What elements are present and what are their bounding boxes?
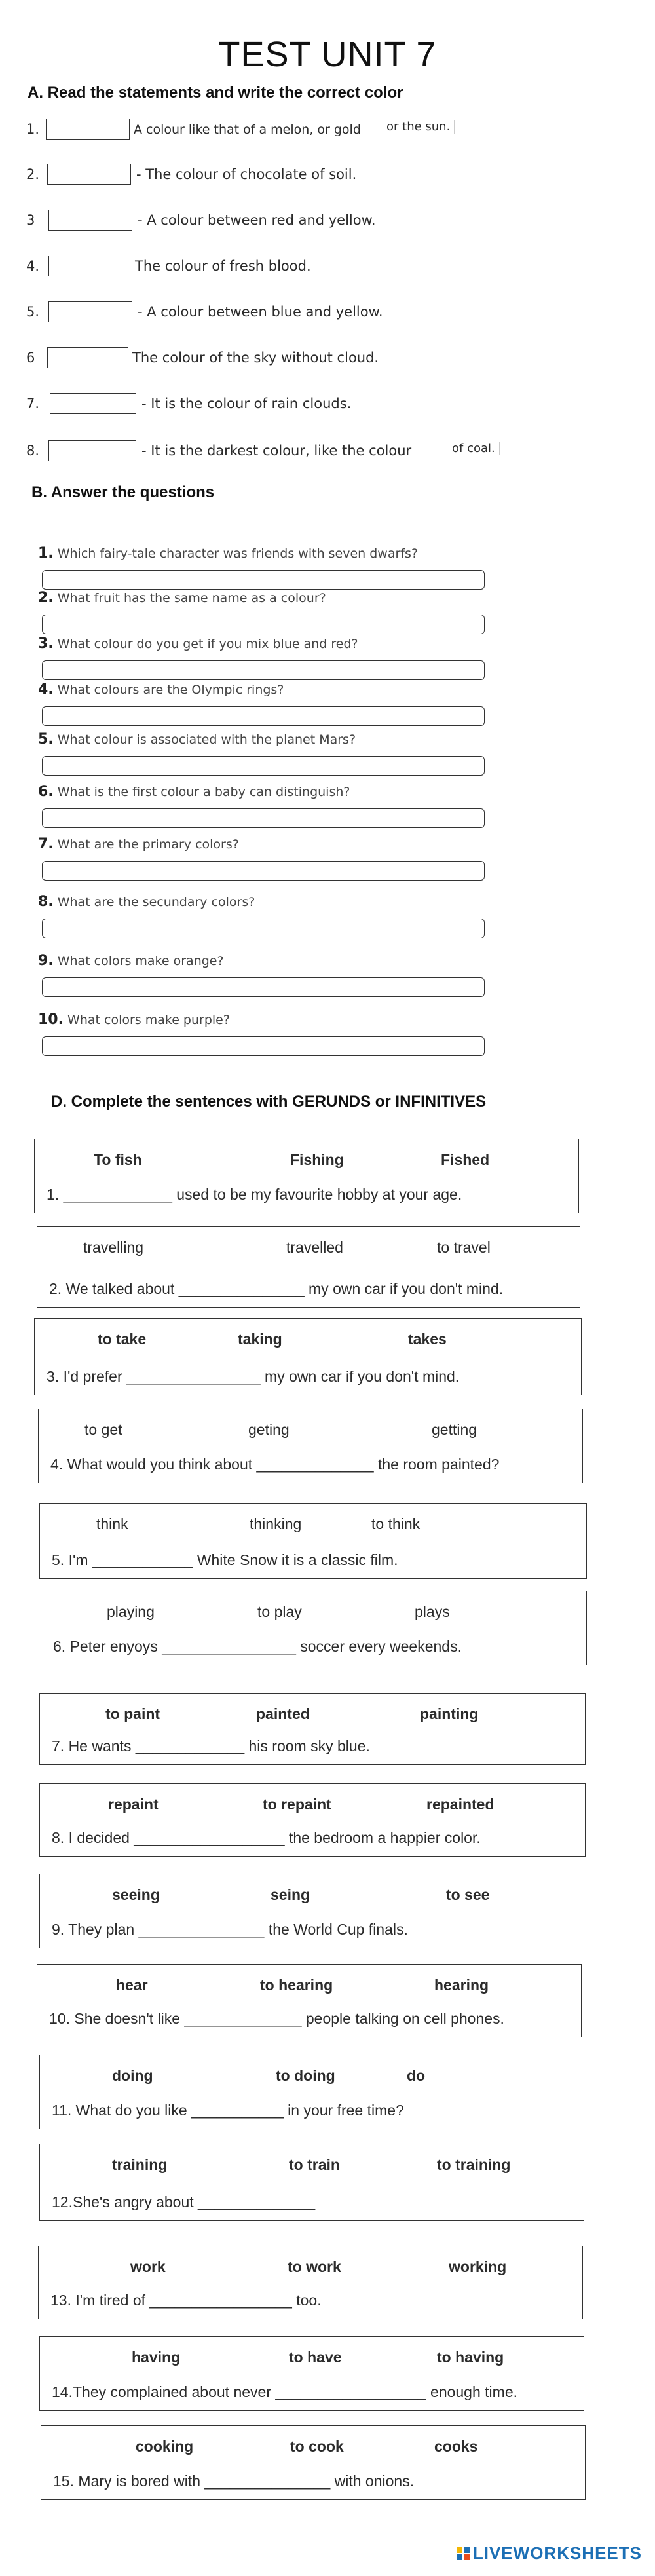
verb-option[interactable]: to having <box>437 2349 504 2366</box>
question-number: 2. <box>38 590 54 606</box>
statement-number: 8. <box>26 443 40 459</box>
verb-option[interactable]: do <box>407 2067 426 2084</box>
question-text: What colour do you get if you mix blue and red? <box>57 637 358 651</box>
question-text: What are the primary colors? <box>57 837 239 852</box>
gerund-infinitive-exercise <box>39 2336 584 2411</box>
verb-option[interactable]: to get <box>84 1421 122 1438</box>
question-number: 10. <box>38 1012 64 1028</box>
verb-option[interactable]: plays <box>415 1603 450 1620</box>
statement-text: - A colour between blue and yellow. <box>138 304 383 320</box>
gerund-infinitive-exercise <box>39 1874 584 1948</box>
verb-option[interactable]: cooking <box>136 2438 194 2455</box>
question-number: 4. <box>38 681 54 698</box>
statement-number: 1. <box>26 121 40 137</box>
verb-option[interactable]: to paint <box>105 1705 160 1722</box>
verb-option[interactable]: Fished <box>441 1151 490 1168</box>
question-text: What fruit has the same name as a colour? <box>57 591 326 605</box>
exercise-sentence: 14.They complained about never __________________ enough time. <box>52 2383 518 2400</box>
question-item <box>38 545 510 561</box>
question-text: What are the secundary colors? <box>57 895 255 909</box>
exercise-sentence: 7. He wants _____________ his room sky blue. <box>52 1737 370 1754</box>
verb-option[interactable]: to cook <box>290 2438 344 2455</box>
gerund-infinitive-exercise <box>39 2144 584 2221</box>
verb-option[interactable]: working <box>449 2258 507 2275</box>
gerund-infinitive-exercise <box>37 1226 580 1308</box>
statement-number: 3 <box>26 212 35 228</box>
verb-option[interactable]: hearing <box>434 1977 489 1994</box>
color-statement-row <box>26 436 524 463</box>
statement-number: 7. <box>26 396 40 411</box>
answer-field[interactable] <box>42 615 485 634</box>
gerund-infinitive-exercise <box>39 2055 584 2129</box>
section-a-heading: A. Read the statements and write the correct color <box>28 84 403 102</box>
color-statement-row <box>26 115 524 141</box>
exercise-sentence: 3. I'd prefer ________________ my own car if you don't mind. <box>47 1368 460 1385</box>
verb-option[interactable]: seeing <box>112 1886 160 1903</box>
question-number: 3. <box>38 635 54 652</box>
statement-text: - It is the colour of rain clouds. <box>141 396 352 411</box>
color-answer-box[interactable] <box>48 210 132 231</box>
answer-field[interactable] <box>42 808 485 828</box>
verb-option[interactable]: think <box>96 1515 128 1532</box>
exercise-sentence: 4. What would you think about ______________ the room painted? <box>50 1456 500 1473</box>
answer-field[interactable] <box>42 919 485 938</box>
exercise-sentence: 15. Mary is bored with _______________ with onions. <box>53 2472 415 2490</box>
verb-option[interactable]: to training <box>437 2156 511 2173</box>
question-item <box>38 590 510 606</box>
statement-text: A colour like that of a melon, or gold <box>134 123 361 137</box>
verb-option[interactable]: to have <box>289 2349 342 2366</box>
gerund-infinitive-exercise <box>38 1409 583 1483</box>
verb-option[interactable]: doing <box>112 2067 153 2084</box>
verb-option[interactable]: painted <box>256 1705 310 1722</box>
verb-option[interactable]: to see <box>446 1886 490 1903</box>
gerund-infinitive-exercise <box>37 1964 582 2037</box>
question-item <box>38 784 510 800</box>
exercise-sentence: 6. Peter enyoys ________________ soccer every weekends. <box>53 1638 462 1655</box>
statement-text: The colour of the sky without cloud. <box>132 350 379 366</box>
exercise-sentence: 2. We talked about _______________ my own car if you don't mind. <box>49 1280 504 1297</box>
exercise-sentence: 9. They plan _______________ the World Cup finals. <box>52 1921 408 1938</box>
question-text: Which fairy-tale character was friends with seven dwarfs? <box>57 546 418 561</box>
verb-option[interactable]: geting <box>248 1421 290 1438</box>
question-item <box>38 635 510 652</box>
verb-option[interactable]: to work <box>288 2258 341 2275</box>
question-text: What is the first colour a baby can distinguish? <box>57 785 350 799</box>
answer-field[interactable] <box>42 706 485 726</box>
color-statement-row <box>26 389 524 415</box>
color-statement-row <box>26 160 524 186</box>
question-text: What colours are the Olympic rings? <box>57 683 284 697</box>
color-answer-box[interactable] <box>48 440 136 461</box>
verb-option[interactable]: playing <box>107 1603 155 1620</box>
exercise-sentence: 1. _____________ used to be my favourite hobby at your age. <box>47 1186 462 1203</box>
verb-option[interactable]: to train <box>289 2156 340 2173</box>
question-number: 5. <box>38 731 54 748</box>
section-d-heading: D. Complete the sentences with GERUNDS or INFINITIVES <box>51 1093 487 1110</box>
verb-option[interactable]: hear <box>116 1977 148 1994</box>
gerund-infinitive-exercise <box>41 2425 586 2500</box>
exercise-sentence: 10. She doesn't like ______________ people talking on cell phones. <box>49 2010 504 2027</box>
statement-text: - The colour of chocolate of soil. <box>136 166 357 182</box>
question-item <box>38 731 510 748</box>
gerund-infinitive-exercise <box>38 2246 583 2319</box>
answer-field[interactable] <box>42 977 485 997</box>
answer-field[interactable] <box>42 861 485 881</box>
answer-field[interactable] <box>42 1036 485 1056</box>
exercise-sentence: 8. I decided __________________ the bedroom a happier color. <box>52 1829 481 1846</box>
verb-option[interactable]: repainted <box>426 1796 495 1813</box>
verb-option[interactable]: travelled <box>286 1239 343 1256</box>
verb-option[interactable]: work <box>130 2258 166 2275</box>
question-item <box>38 1012 510 1028</box>
verb-option[interactable]: to repaint <box>263 1796 331 1813</box>
answer-field[interactable] <box>42 570 485 590</box>
verb-option[interactable]: having <box>132 2349 181 2366</box>
statement-number: 6 <box>26 350 35 366</box>
color-statement-row <box>26 297 524 324</box>
question-number: 1. <box>38 545 54 561</box>
question-number: 9. <box>38 953 54 969</box>
exercise-sentence: 13. I'm tired of _________________ too. <box>50 2292 322 2309</box>
question-text: What colors make purple? <box>67 1013 230 1027</box>
gerund-infinitive-exercise <box>39 1693 586 1765</box>
verb-option[interactable]: Fishing <box>290 1151 344 1168</box>
verb-option[interactable]: to doing <box>276 2067 335 2084</box>
color-statement-row <box>26 343 524 369</box>
verb-option[interactable]: travelling <box>83 1239 144 1256</box>
verb-option[interactable]: seing <box>271 1886 310 1903</box>
question-item <box>38 836 510 852</box>
page-title: TEST UNIT 7 <box>218 35 437 74</box>
statement-extra-text: or the sun. <box>386 120 455 134</box>
gerund-infinitive-exercise <box>34 1139 579 1213</box>
verb-option[interactable]: training <box>112 2156 168 2173</box>
verb-option[interactable]: thinking <box>250 1515 302 1532</box>
gerund-infinitive-exercise <box>39 1783 586 1857</box>
verb-option[interactable]: to hearing <box>260 1977 333 1994</box>
exercise-sentence: 11. What do you like ___________ in your free time? <box>52 2102 404 2119</box>
exercise-sentence: 12.She's angry about ______________ <box>52 2193 316 2210</box>
section-b-heading: B. Answer the questions <box>31 483 215 501</box>
verb-option[interactable]: to take <box>98 1331 147 1348</box>
gerund-infinitive-exercise <box>39 1503 587 1579</box>
exercise-sentence: 5. I'm ____________ White Snow it is a classic film. <box>52 1551 398 1568</box>
verb-option[interactable]: to think <box>371 1515 421 1532</box>
question-number: 6. <box>38 784 54 800</box>
statement-number: 4. <box>26 258 40 274</box>
question-text: What colors make orange? <box>57 954 224 968</box>
verb-option[interactable]: repaint <box>108 1796 159 1813</box>
logo-text: LIVEWORKSHEETS <box>472 2543 642 2563</box>
statement-text: - A colour between red and yellow. <box>138 212 376 228</box>
verb-option[interactable]: taking <box>238 1331 282 1348</box>
statement-extra-text: of coal. <box>452 442 500 455</box>
statement-number: 5. <box>26 304 40 320</box>
question-item <box>38 681 510 698</box>
verb-option[interactable]: to play <box>257 1603 302 1620</box>
question-item <box>38 894 510 910</box>
color-answer-box[interactable] <box>46 119 130 140</box>
answer-field[interactable] <box>42 756 485 776</box>
gerund-infinitive-exercise <box>41 1591 587 1665</box>
color-answer-box[interactable] <box>48 256 132 276</box>
color-statement-row <box>26 206 524 232</box>
color-answer-box[interactable] <box>48 301 132 322</box>
verb-option[interactable]: getting <box>432 1421 477 1438</box>
question-text: What colour is associated with the planet Mars? <box>57 732 356 747</box>
verb-option[interactable]: cooks <box>434 2438 478 2455</box>
statement-text: The colour of fresh blood. <box>135 258 311 274</box>
gerund-infinitive-exercise <box>34 1318 582 1395</box>
verb-option[interactable]: To fish <box>94 1151 142 1168</box>
question-number: 8. <box>38 894 54 910</box>
verb-option[interactable]: painting <box>420 1705 479 1722</box>
statement-number: 2. <box>26 166 40 182</box>
verb-option[interactable]: to travel <box>437 1239 491 1256</box>
color-answer-box[interactable] <box>47 347 128 368</box>
question-number: 7. <box>38 836 54 852</box>
liveworksheets-logo <box>456 2543 642 2564</box>
answer-field[interactable] <box>42 660 485 680</box>
color-answer-box[interactable] <box>50 393 136 414</box>
question-item <box>38 953 510 969</box>
color-answer-box[interactable] <box>47 164 131 185</box>
statement-text: - It is the darkest colour, like the colour <box>141 443 412 459</box>
verb-option[interactable]: takes <box>408 1331 447 1348</box>
color-statement-row <box>26 252 524 278</box>
logo-icon <box>456 2547 470 2561</box>
